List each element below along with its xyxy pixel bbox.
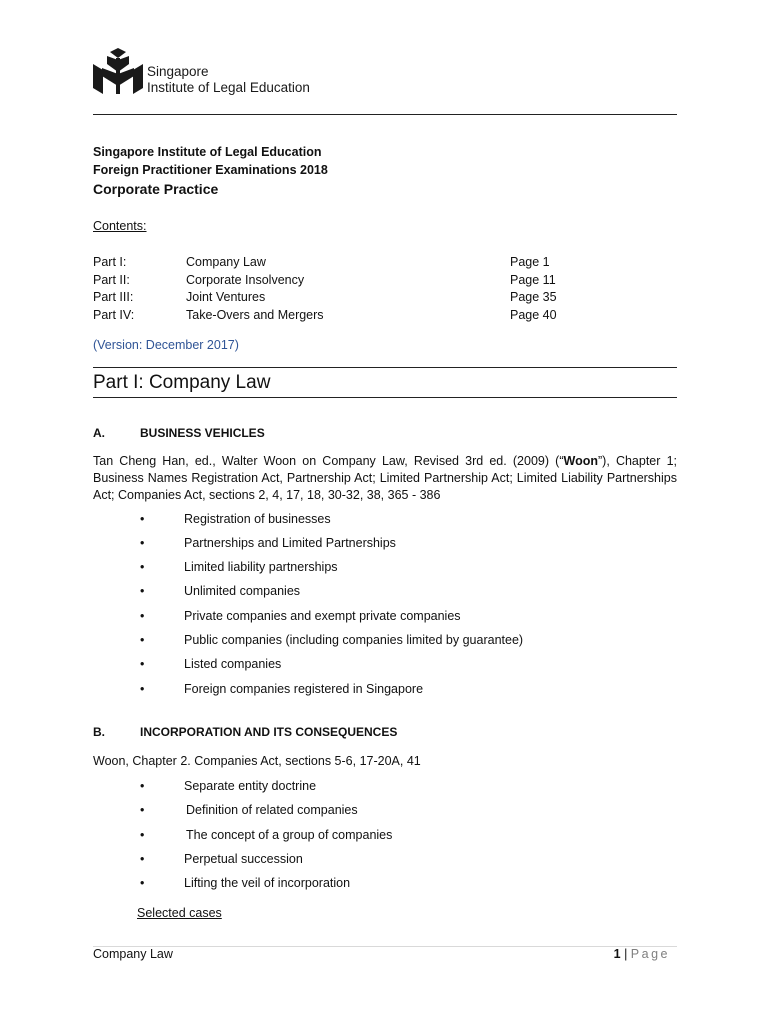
version-note: (Version: December 2017) (93, 338, 239, 352)
exam-heading: Foreign Practitioner Examinations 2018 (93, 163, 328, 177)
bullet-icon: • (140, 657, 145, 671)
toc-page: Page 35 (510, 290, 557, 304)
toc-title: Take-Overs and Mergers (186, 308, 324, 322)
list-item-label: Definition of related companies (186, 803, 358, 817)
list-item-label: The concept of a group of companies (186, 828, 393, 842)
bullet-icon: • (140, 512, 145, 526)
part-title-bottom-rule (93, 397, 677, 398)
toc-row (93, 290, 677, 308)
footer-section-name: Company Law (93, 947, 173, 961)
logo-line-2: Institute of Legal Education (147, 80, 310, 95)
header-divider (93, 114, 677, 115)
part-title-top-rule (93, 367, 677, 368)
list-item-label: Separate entity doctrine (184, 779, 317, 793)
practice-heading: Corporate Practice (93, 181, 219, 197)
list-item-label: Public companies (including companies limited by guarantee) (184, 633, 524, 647)
toc-row (93, 273, 677, 291)
part-title: Part I: Company Law (93, 372, 271, 393)
toc-page: Page 40 (510, 308, 557, 322)
toc-row (93, 308, 677, 326)
list-item-label: Partnerships and Limited Partnerships (184, 536, 396, 550)
footer-page-indicator (614, 947, 670, 961)
section-b-reading: Woon, Chapter 2. Companies Act, sections 5-6, 17-20A, 41 (93, 754, 421, 768)
toc-part: Part I: (93, 255, 127, 269)
sile-logo (93, 44, 333, 100)
toc-row (93, 255, 677, 273)
list-item-label: Registration of businesses (184, 512, 331, 526)
bullet-icon: • (140, 584, 145, 598)
toc-part: Part IV: (93, 308, 135, 322)
list-item-label: Foreign companies registered in Singapore (184, 682, 424, 696)
list-item-label: Unlimited companies (184, 584, 301, 598)
bullet-icon: • (140, 682, 145, 696)
reading-text: ”), Chapter 1; Business Names Registration Act, Partnership Act; Limited Partnership Act; Limited Liability Partnerships Act; Companies Act, sections 2, 4, 17, 18, 30-32, 38, 365 - 386 (93, 454, 678, 502)
list-item-label: Limited liability partnerships (184, 560, 338, 574)
toc-title: Corporate Insolvency (186, 273, 305, 287)
bullet-icon: • (140, 852, 145, 866)
reading-bold: Woon (563, 454, 598, 468)
bullet-icon: • (140, 609, 145, 623)
page-separator: | (624, 947, 628, 961)
bullet-icon: • (140, 779, 145, 793)
list-item-label: Lifting the veil of incorporation (184, 876, 351, 890)
toc-part: Part III: (93, 290, 134, 304)
org-heading: Singapore Institute of Legal Education (93, 145, 322, 159)
toc-title: Joint Ventures (186, 290, 266, 304)
bullet-icon: • (140, 560, 145, 574)
selected-cases-heading: Selected cases (137, 906, 222, 920)
bullet-icon: • (140, 803, 145, 817)
footer-divider (93, 946, 677, 947)
section-letter: A. (93, 426, 105, 440)
page-number: 1 (613, 947, 621, 961)
section-letter: B. (93, 725, 105, 739)
page-label: Page (630, 947, 670, 961)
toc-title: Company Law (186, 255, 266, 269)
section-a-reading (93, 453, 677, 504)
toc-part: Part II: (93, 273, 130, 287)
bullet-icon: • (140, 828, 145, 842)
contents-label: Contents: (93, 219, 147, 233)
reading-text: Tan Cheng Han, ed., Walter Woon on Company Law, Revised 3rd ed. (2009) (“ (93, 454, 564, 468)
bullet-icon: • (140, 536, 145, 550)
logo-line-1: Singapore (147, 64, 209, 79)
toc-page: Page 11 (510, 273, 556, 287)
section-title: BUSINESS VEHICLES (140, 426, 265, 440)
section-title: INCORPORATION AND ITS CONSEQUENCES (140, 725, 398, 739)
bullet-icon: • (140, 633, 145, 647)
list-item-label: Listed companies (184, 657, 282, 671)
sile-book-tree-icon (93, 44, 143, 96)
toc-page: Page 1 (510, 255, 550, 269)
bullet-icon: • (140, 876, 145, 890)
list-item-label: Private companies and exempt private companies (184, 609, 461, 623)
list-item-label: Perpetual succession (184, 852, 303, 866)
